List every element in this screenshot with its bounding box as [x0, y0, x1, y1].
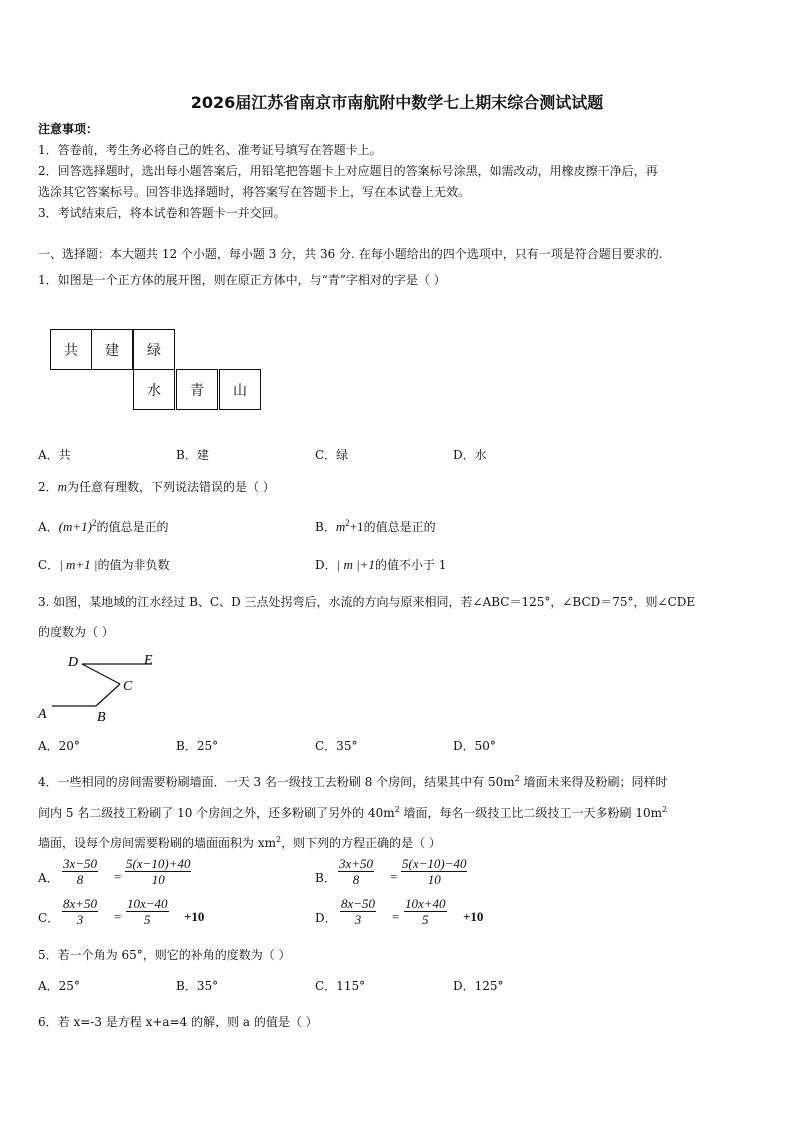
- exponent: 2: [345, 518, 350, 528]
- label-e: E: [144, 653, 153, 668]
- label-b: B: [97, 710, 106, 725]
- math-expression: | m+1 |: [59, 557, 98, 572]
- math-expression: +10: [463, 909, 484, 924]
- math-expression: +10: [184, 909, 205, 924]
- exponent: 2: [92, 518, 97, 528]
- fraction: [126, 896, 169, 927]
- option-text: 的值总是正的: [363, 520, 436, 534]
- question-2-stem: [38, 479, 275, 495]
- equals-sign: =: [114, 909, 122, 924]
- option-a-label: A．: [38, 871, 59, 885]
- numerator: 10x−40: [127, 896, 168, 911]
- option-b: B．建: [176, 448, 209, 462]
- fraction: [62, 896, 98, 927]
- net-cell: 建: [91, 329, 133, 370]
- question-1-stem: 1．如图是一个正方体的展开图，则在原正方体中，与“青”字相对的字是（ ）: [38, 273, 446, 287]
- question-4-stem-cont: [38, 802, 667, 821]
- question-6-stem: 6．若 x=-3 是方程 x+a=4 的解，则 a 的值是（ ）: [38, 1015, 318, 1029]
- numerator: 3x−50: [63, 856, 98, 871]
- question-text: ，则下列的方程正确的是（ ）: [281, 836, 441, 850]
- question-text: 墙面，每名一级技工比二级技工一天多粉刷 10m: [399, 806, 663, 820]
- equals-sign: =: [390, 869, 398, 884]
- fraction: [125, 856, 191, 887]
- option-label: D．: [315, 558, 337, 572]
- option-a: [38, 515, 169, 535]
- math-expression: (m+1): [58, 519, 92, 534]
- label-d: D: [68, 655, 79, 670]
- question-4-stem: [38, 771, 668, 790]
- fraction: [401, 856, 467, 887]
- question-text: 墙面未来得及粉刷；同样时: [519, 775, 668, 789]
- net-cell: 水: [133, 369, 175, 410]
- option-b: B．25°: [176, 739, 219, 753]
- numerator: 3x+50: [339, 856, 374, 871]
- numerator: 8x+50: [63, 896, 98, 911]
- numerator: 5(x−10)+40: [126, 856, 191, 871]
- exponent: 2: [275, 835, 282, 844]
- exponent: 2: [662, 805, 668, 814]
- math-expression: +1: [349, 519, 364, 534]
- line-dc: [82, 664, 120, 684]
- denominator: 3: [76, 912, 84, 927]
- question-text: 4．一些相同的房间需要粉刷墙面．一天 3 名一级技工去粉刷 8 个房间，结果其中有 50m: [38, 775, 515, 789]
- denominator: 5: [144, 912, 151, 927]
- denominator: 3: [354, 912, 362, 927]
- label-c: C: [123, 679, 133, 694]
- section-heading: 一、选择题：本大题共 12 个小题，每小题 3 分，共 36 分. 在每小题给出的四个选项中，只有一项是符合题目要求的.: [38, 247, 663, 261]
- page-title: 2026届江苏省南京市南航附中数学七上期末综合测试试题: [190, 93, 604, 112]
- equals-sign: =: [114, 869, 122, 884]
- question-text: 墙面，设每个房间需要粉刷的墙面面积为 xm: [38, 836, 276, 850]
- denominator: 5: [422, 912, 429, 927]
- question-number: 2．: [38, 480, 58, 494]
- option-c: [38, 557, 170, 573]
- exponent: 2: [394, 805, 400, 814]
- option-text: 的值总是正的: [96, 520, 169, 534]
- option-text: 的值为非负数: [97, 558, 170, 572]
- fraction: [62, 856, 98, 887]
- net-cell: 共: [50, 329, 92, 370]
- option-label: A．: [38, 520, 59, 534]
- net-cell: 青: [176, 369, 218, 410]
- question-5-stem: 5．若一个角为 65°，则它的补角的度数为（ ）: [38, 948, 291, 962]
- option-a: A．20°: [38, 739, 80, 753]
- option-b: [315, 515, 436, 535]
- fraction: [338, 856, 374, 887]
- option-c: C．115°: [315, 979, 366, 993]
- option-b: B．35°: [176, 979, 219, 993]
- question-text: 间内 5 名二级技工粉刷了 10 个房间之外，还多粉刷了另外的 40m: [38, 806, 395, 820]
- notice-item: 3．考试结束后，将本试卷和答题卡一并交回。: [38, 206, 286, 220]
- option-c: C．35°: [315, 739, 358, 753]
- option-d: D．水: [453, 448, 487, 462]
- question-text: 为任意有理数，下列说法错误的是（ ）: [67, 480, 275, 494]
- river-bend-figure: [34, 650, 164, 726]
- line-cb: [96, 684, 120, 706]
- math-expression: m: [335, 519, 346, 534]
- option-d-label: D．: [315, 911, 337, 925]
- denominator: 10: [427, 872, 441, 887]
- option-a: A．25°: [38, 979, 80, 993]
- notice-item: 选涂其它答案标号。回答非选择题时，将答案写在答题卡上，写在本试卷上无效。: [38, 185, 471, 199]
- denominator: 10: [151, 872, 165, 887]
- option-label: B．: [315, 520, 336, 534]
- label-a: A: [38, 707, 47, 722]
- denominator: 8: [76, 872, 84, 887]
- question-4-stem-cont: [38, 832, 441, 851]
- option-b-label: B．: [315, 871, 336, 885]
- net-cell: 绿: [133, 329, 175, 370]
- variable-m: m: [57, 479, 68, 494]
- notice-item: 2．回答选择题时，选出每小题答案后，用铅笔把答题卡上对应题目的答案标号涂黑，如需改动，用橡皮擦干净后，再: [38, 164, 658, 178]
- option-label: C．: [38, 558, 60, 572]
- fraction: [404, 896, 447, 927]
- numerator: 10x+40: [405, 896, 446, 911]
- option-c-label: C．: [38, 911, 60, 925]
- question-3-stem-cont: 的度数为（ ）: [38, 625, 114, 639]
- option-d: [315, 557, 446, 573]
- denominator: 8: [352, 872, 360, 887]
- question-3-stem: 3. 如图，某地域的江水经过 B、C、D 三点处拐弯后，水流的方向与原来相同，若∠ABC＝125°，∠BCD＝75°，则∠CDE: [38, 595, 696, 609]
- math-expression: | m |+1: [336, 557, 375, 572]
- equals-sign: =: [392, 909, 400, 924]
- net-cell: 山: [219, 369, 261, 410]
- fraction: [340, 896, 376, 927]
- option-text: 的值不小于 1: [374, 558, 447, 572]
- numerator: 8x−50: [341, 896, 376, 911]
- option-d: D．50°: [453, 739, 496, 753]
- numerator: 5(x−10)−40: [402, 856, 467, 871]
- option-a: A．共: [38, 448, 71, 462]
- exponent: 2: [514, 774, 520, 783]
- option-d: D．125°: [453, 979, 504, 993]
- notice-heading: 注意事项：: [38, 122, 99, 136]
- option-c: C．绿: [315, 448, 349, 462]
- notice-item: 1．答卷前，考生务必将自己的姓名、准考证号填写在答题卡上。: [38, 143, 382, 157]
